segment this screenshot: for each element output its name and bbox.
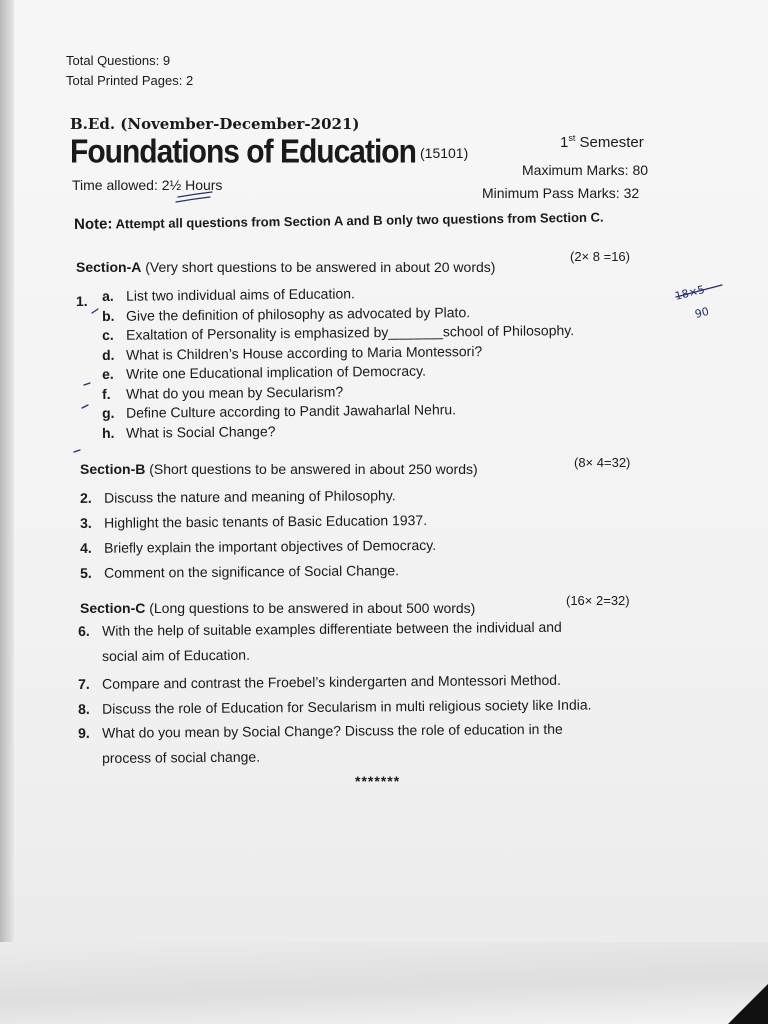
paper-title: Foundations of Education xyxy=(70,134,416,171)
section-c-marks: (16× 2=32) xyxy=(566,593,630,608)
item-label: a. xyxy=(102,287,114,304)
question-number: 3. xyxy=(80,514,92,531)
question-1-item xyxy=(102,343,482,363)
total-questions: Total Questions: 9 xyxy=(66,53,171,68)
question-number: 5. xyxy=(80,564,92,581)
question-text: Discuss the role of Education for Secularism in multi religious society like India. xyxy=(101,696,592,717)
question-text-continued: social aim of Education. xyxy=(102,646,250,664)
question-number: 9. xyxy=(78,724,90,741)
instructions-note: Note: Attempt all questions from Section A and B only two questions from Section C. xyxy=(74,209,604,233)
item-label: h. xyxy=(102,424,115,441)
question-1-item xyxy=(102,383,343,402)
item-label: f. xyxy=(102,385,111,402)
question-number: 2. xyxy=(80,489,92,506)
item-text: Write one Educational implication of Democracy. xyxy=(125,362,426,382)
time-allowed: Time allowed: 2½ Hours xyxy=(72,177,223,193)
end-of-paper-stars: ******* xyxy=(355,773,401,789)
item-label: b. xyxy=(102,307,115,324)
semester: 1st Semester xyxy=(560,133,644,151)
section-a-marks: (2× 8 =16) xyxy=(570,249,630,264)
maximum-marks: Maximum Marks: 80 xyxy=(522,162,649,178)
total-printed-pages: Total Printed Pages: 2 xyxy=(66,73,194,88)
section-b-question xyxy=(80,537,436,556)
question-number: 8. xyxy=(78,700,90,717)
question-1-item xyxy=(102,304,470,324)
question-1-item xyxy=(102,363,426,382)
item-text: Exaltation of Personality is emphasized by_______school of Philosophy. xyxy=(125,322,575,343)
handwritten-calculation xyxy=(674,283,711,321)
section-b-marks: (8× 4=32) xyxy=(574,455,631,470)
section-c-heading: Section-C (Long questions to be answered in about 500 words) xyxy=(80,600,476,616)
item-label: d. xyxy=(102,346,115,363)
question-text: Discuss the nature and meaning of Philosophy. xyxy=(103,487,396,506)
question-number: 4. xyxy=(80,539,92,556)
item-text: Give the definition of philosophy as advocated by Plato. xyxy=(125,303,471,324)
section-b-heading: Section-B (Short questions to be answered in about 250 words) xyxy=(80,461,478,477)
section-a-heading: Section-A (Very short questions to be answered in about 20 words) xyxy=(76,259,496,275)
section-b-question xyxy=(80,487,396,506)
handwritten-calc-result: 90 xyxy=(693,304,711,321)
item-label: c. xyxy=(102,326,114,343)
section-b-question xyxy=(80,512,427,531)
question-number: 1. xyxy=(76,293,88,309)
paper-code: (15101) xyxy=(420,145,469,161)
item-label: e. xyxy=(102,365,114,382)
question-number: 7. xyxy=(78,675,90,692)
question-text: Compare and contrast the Froebel’s kindergarten and Montessori Method. xyxy=(101,671,562,692)
question-text: Briefly explain the important objectives of Democracy. xyxy=(103,536,437,556)
minimum-pass-marks: Minimum Pass Marks: 32 xyxy=(482,185,640,201)
question-text: Comment on the significance of Social Change. xyxy=(103,562,400,581)
question-text-continued: process of social change. xyxy=(102,748,261,766)
handwritten-calc-text: 18×5 xyxy=(673,282,707,303)
question-1-item xyxy=(102,423,276,441)
question-text: With the help of suitable examples differentiate between the individual and xyxy=(101,618,562,639)
page-corner xyxy=(728,984,768,1024)
item-text: What do you mean by Secularism? xyxy=(125,382,344,402)
section-b-question xyxy=(80,562,399,581)
item-text: What is Social Change? xyxy=(125,422,276,441)
item-label: g. xyxy=(102,404,115,421)
item-text: List two individual aims of Education. xyxy=(125,285,355,304)
exam-session: B.Ed. (November-December-2021) xyxy=(70,115,360,133)
paper-fold-shadow xyxy=(0,942,768,1024)
question-number: 6. xyxy=(78,622,90,639)
question-text: What do you mean by Social Change? Discuss the role of education in the xyxy=(101,720,563,741)
item-text: What is Children’s House according to Maria Montessori? xyxy=(125,342,483,363)
item-text: Define Culture according to Pandit Jawaharlal Nehru. xyxy=(125,401,457,421)
question-1-item xyxy=(102,285,355,304)
question-text: Highlight the basic tenants of Basic Education 1937. xyxy=(103,511,428,531)
